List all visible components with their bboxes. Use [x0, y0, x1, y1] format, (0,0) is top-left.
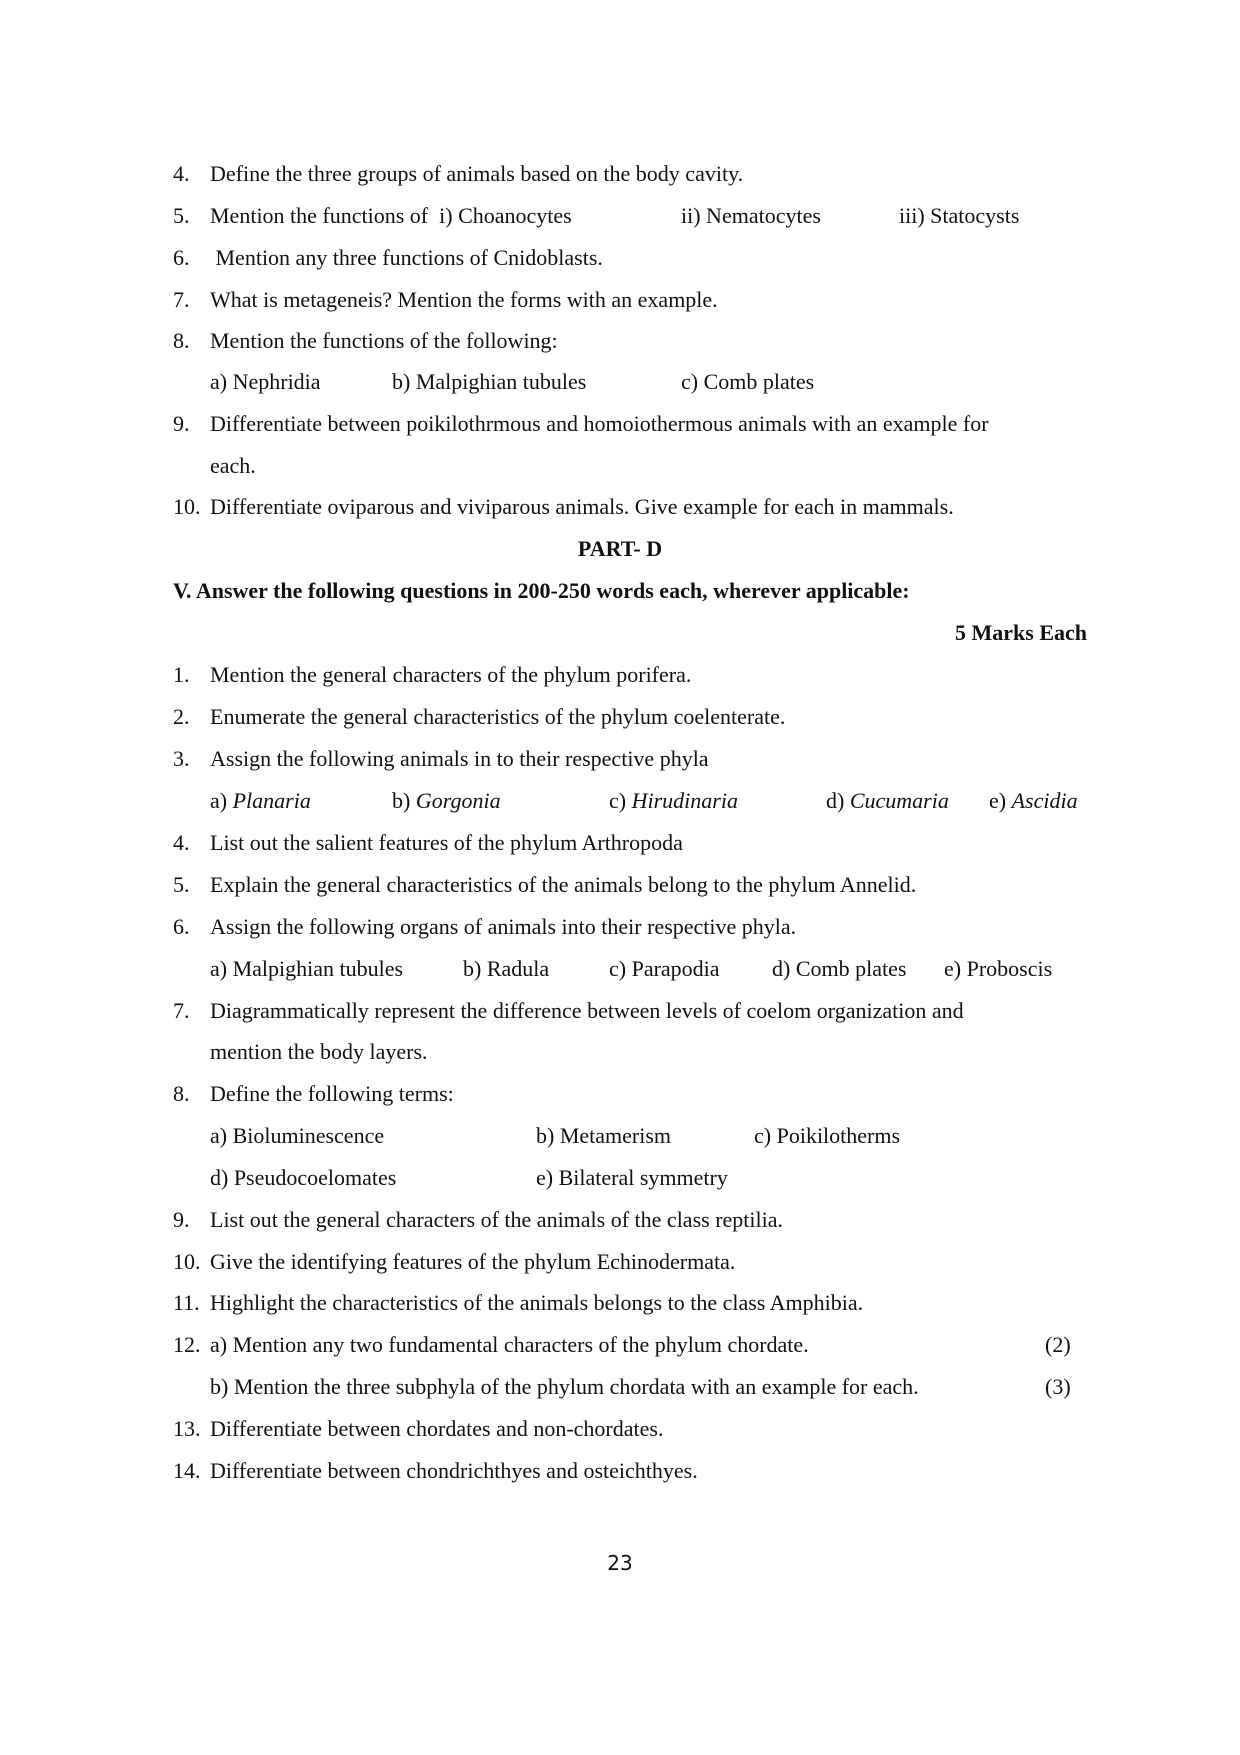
sub-question-marks: (2) [1045, 1332, 1071, 1357]
question-text: What is metageneis? Mention the forms with an example. [210, 287, 718, 312]
question-d9 [0, 1199, 1240, 1241]
species-name: Ascidia [1011, 788, 1078, 813]
question-c8 [0, 320, 1240, 362]
question-text-continuation: each. [210, 453, 256, 478]
question-number: 3. [173, 746, 190, 771]
question-text: Give the identifying features of the phylum Echinodermata. [210, 1249, 736, 1274]
option-item: a) Nephridia [210, 369, 321, 394]
question-number: 10. [173, 1249, 201, 1274]
question-c5 [0, 195, 1240, 237]
question-text: Differentiate oviparous and viviparous animals. Give example for each in mammals. [210, 494, 954, 519]
question-number: 9. [173, 1207, 190, 1232]
question-c10 [0, 486, 1240, 528]
option-item: e) Bilateral symmetry [536, 1165, 728, 1190]
question-number: 8. [173, 1081, 190, 1106]
question-d8-options-row2 [0, 1157, 1240, 1199]
question-text: List out the salient features of the phylum Arthropoda [210, 830, 683, 855]
question-number: 9. [173, 411, 190, 436]
question-d11 [0, 1282, 1240, 1324]
question-text: Diagrammatically represent the difference between levels of coelom organization and [210, 998, 964, 1023]
question-number: 8. [173, 328, 190, 353]
question-number: 4. [173, 830, 190, 855]
option-item [826, 780, 949, 822]
option-item: b) Malpighian tubules [392, 369, 587, 394]
option-item [609, 780, 738, 822]
option-item [989, 780, 1078, 822]
part-heading: PART- D [577, 536, 663, 561]
question-d7-continuation [0, 1031, 1240, 1073]
question-number: 11. [173, 1290, 200, 1315]
question-text: Assign the following animals in to their respective phyla [210, 746, 709, 771]
question-d2 [0, 696, 1240, 738]
part-d-instruction-row [0, 570, 1240, 612]
marks-label: 5 Marks Each [955, 620, 1087, 645]
question-text: a) Mention any two fundamental characters of the phylum chordate. [210, 1332, 809, 1357]
species-name: Gorgonia [415, 788, 501, 813]
question-d1 [0, 654, 1240, 696]
question-number: 7. [173, 287, 190, 312]
option-label: c) [609, 788, 627, 813]
question-number: 14. [173, 1458, 201, 1483]
question-d7 [0, 990, 1240, 1032]
question-text: Differentiate between chordates and non-chordates. [210, 1416, 664, 1441]
question-d5 [0, 864, 1240, 906]
sub-question-marks: (3) [1045, 1374, 1071, 1399]
question-text: Differentiate between poikilothrmous and homoiothermous animals with an example for [210, 411, 989, 436]
option-item: b) Metamerism [536, 1123, 672, 1148]
question-c4 [0, 153, 1240, 195]
question-text: Mention the functions of i) Choanocytes [210, 203, 572, 228]
question-number: 10. [173, 494, 201, 519]
question-d14 [0, 1450, 1240, 1492]
question-c9-continuation [0, 445, 1240, 487]
question-text: List out the general characters of the animals of the class reptilia. [210, 1207, 783, 1232]
part-d-heading-row [0, 528, 1240, 570]
question-text: Assign the following organs of animals into their respective phyla. [210, 914, 797, 939]
question-d12 [0, 1324, 1240, 1366]
sub-question-text: b) Mention the three subphyla of the phylum chordata with an example for each. [210, 1374, 919, 1399]
option-item: e) Proboscis [944, 956, 1053, 981]
question-text: Define the three groups of animals based on the body cavity. [210, 161, 744, 186]
question-number: 7. [173, 998, 190, 1023]
question-number: 6. [173, 914, 190, 939]
question-d6-options [0, 948, 1240, 990]
question-number: 5. [173, 872, 190, 897]
option-label: a) [210, 788, 228, 813]
option-label: b) [392, 788, 411, 813]
question-c7 [0, 279, 1240, 321]
option-item: iii) Statocysts [899, 203, 1020, 228]
option-label: e) [989, 788, 1007, 813]
question-number: 1. [173, 662, 190, 687]
question-d4 [0, 822, 1240, 864]
species-name: Planaria [232, 788, 311, 813]
option-item: a) Bioluminescence [210, 1123, 385, 1148]
question-text: Define the following terms: [210, 1081, 454, 1106]
question-text: Differentiate between chondrichthyes and osteichthyes. [210, 1458, 698, 1483]
question-d10 [0, 1241, 1240, 1283]
question-c9 [0, 403, 1240, 445]
section-instruction: V. Answer the following questions in 200-250 words each, wherever applicable: [173, 578, 910, 603]
question-number: 13. [173, 1416, 201, 1441]
question-c8-options [0, 361, 1240, 403]
option-item: a) Malpighian tubules [210, 956, 404, 981]
question-number: 6. [173, 245, 190, 270]
option-item: c) Parapodia [609, 956, 720, 981]
question-d3 [0, 738, 1240, 780]
question-d8 [0, 1073, 1240, 1115]
page-number: 23 [607, 1551, 633, 1575]
question-number: 2. [173, 704, 190, 729]
question-c6 [0, 237, 1240, 279]
question-number: 4. [173, 161, 190, 186]
question-number: 12. [173, 1332, 201, 1357]
question-text: Mention the functions of the following: [210, 328, 558, 353]
option-item: c) Poikilotherms [754, 1123, 901, 1148]
option-item: c) Comb plates [681, 369, 815, 394]
species-name: Hirudinaria [631, 788, 738, 813]
question-d8-options-row1 [0, 1115, 1240, 1157]
option-label: d) [826, 788, 845, 813]
question-number: 5. [173, 203, 190, 228]
question-d6 [0, 906, 1240, 948]
option-item [392, 780, 501, 822]
option-item: ii) Nematocytes [681, 203, 821, 228]
species-name: Cucumaria [849, 788, 949, 813]
option-item: b) Radula [463, 956, 550, 981]
option-item: d) Pseudocoelomates [210, 1165, 397, 1190]
question-text-continuation: mention the body layers. [210, 1039, 428, 1064]
question-d13 [0, 1408, 1240, 1450]
question-text: Highlight the characteristics of the animals belongs to the class Amphibia. [210, 1290, 864, 1315]
question-text: Mention the general characters of the phylum porifera. [210, 662, 692, 687]
question-d3-options [0, 780, 1240, 822]
question-text: Mention any three functions of Cnidoblasts. [210, 245, 603, 270]
question-text: Explain the general characteristics of the animals belong to the phylum Annelid. [210, 872, 917, 897]
question-d12-sub-b [0, 1366, 1240, 1408]
question-text: Enumerate the general characteristics of the phylum coelenterate. [210, 704, 786, 729]
option-item [210, 780, 311, 822]
marks-row [0, 612, 1240, 654]
option-item: d) Comb plates [772, 956, 907, 981]
